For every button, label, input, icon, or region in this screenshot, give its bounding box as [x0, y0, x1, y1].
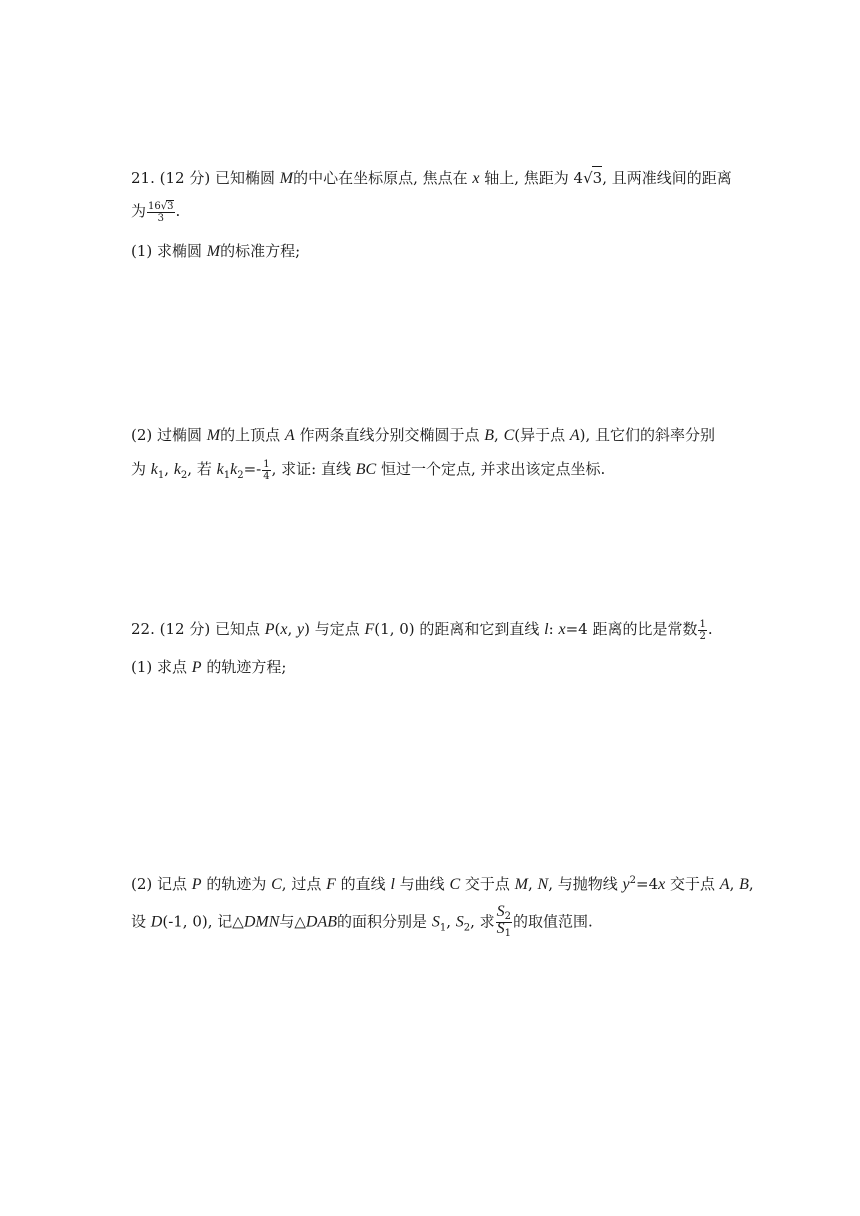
var-M: M — [279, 170, 294, 187]
fraction-1-over-4: $\frac{1}{4}$ — [263, 458, 270, 482]
q21-part2-line1: (2) 过椭圆 M的上顶点 A 作两条直线分别交椭圆于点 B, C(异于点 A), 且它们的斜率分别 — [131, 426, 716, 444]
fraction-S2-over-S1: $\frac{S_2}{S_1}$ — [496, 903, 512, 939]
fraction-1-over-2: $\frac{1}{2}$ — [699, 618, 706, 642]
q21-part1: (1) 求椭圆 M的标准方程; — [131, 242, 301, 260]
q21-statement-line2: 为 $\frac{16√3}{3}$ . — [131, 201, 181, 224]
fraction-16sqrt3-over-3: $\frac{16√3}{3}$ — [148, 201, 174, 224]
q22-part1: (1) 求点 P 的轨迹方程; — [131, 658, 287, 676]
q22-part2-line2: 设 D(-1, 0), 记△DMN与△DAB的面积分别是 $S_1$, $S_2$, 求 $\frac{S_2}{S_1}$ 的取值范围. — [131, 903, 593, 939]
q21-part2-line2: 为 $k_1$, $k_2$, 若 $k_1k_2=-$ $\frac{1}{4}$ , 求证: 直线 BC 恒过一个定点, 并求出该定点坐标. — [131, 458, 606, 482]
q22-statement: 22. (12 分) 已知点 P(x, y) 与定点 F(1, 0) 的距离和它到直线 l: x=4 距离的比是常数 $\frac{1}{2}$ . — [131, 618, 713, 642]
q21-statement-line1: 21. (12 分) 已知椭圆 M的中心在坐标原点, 焦点在 x 轴上, 焦距为 4√3, 且两准线间的距离 — [131, 166, 732, 190]
var-x: x — [472, 170, 480, 187]
q22-part2-line1: (2) 记点 P 的轨迹为 C, 过点 F 的直线 l 与曲线 C 交于点 M, N, 与抛物线 $y^2=4x$ 交于点 A, B, — [131, 875, 754, 893]
